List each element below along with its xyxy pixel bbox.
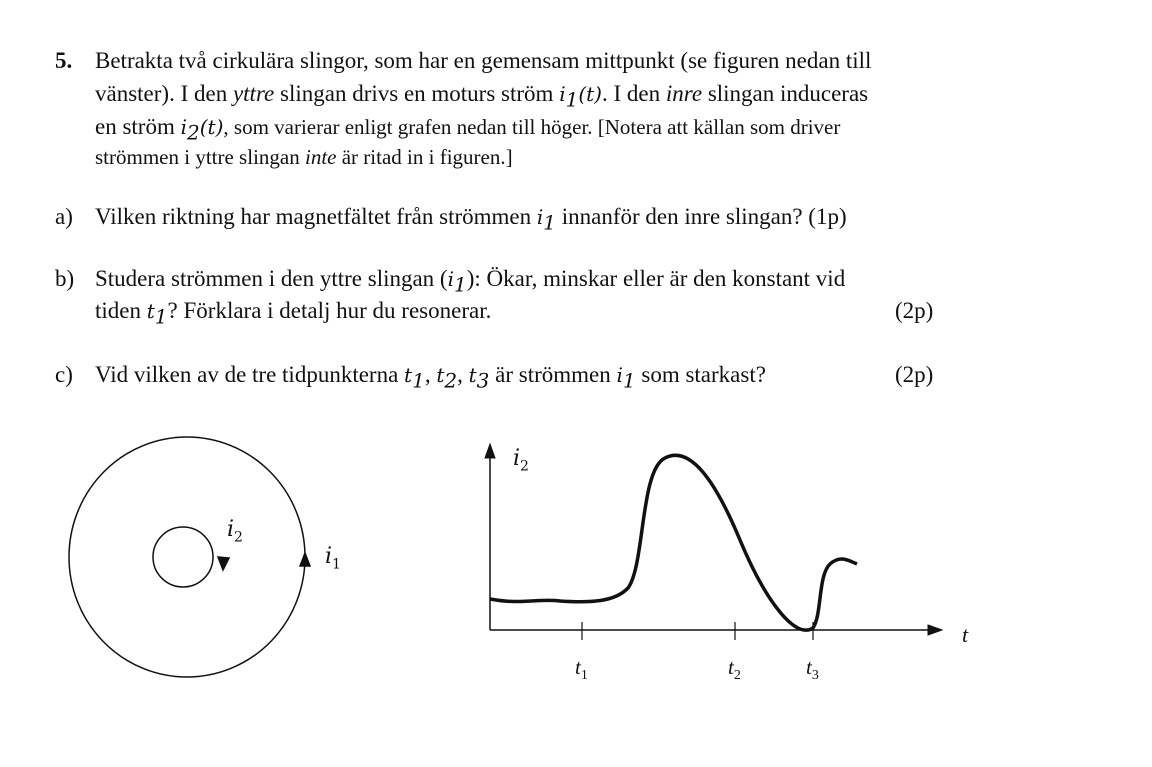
- outer-loop: [69, 437, 305, 677]
- part-c-text: Vid vilken av de tre tidpunkterna $t_1$, $t_2$, $t_3$ är strömmen $i_1$ som starkast?: [95, 362, 766, 393]
- x-axis-arrow-icon: [928, 625, 942, 635]
- intro-line-3: en ström $i_2(t)$, som varierar enligt grafen nedan till höger. [Notera att källan som driver: [95, 114, 841, 145]
- inner-arrow-icon: [218, 557, 229, 570]
- part-a-label: a): [55, 204, 73, 229]
- part-b-text-1: Studera strömmen i den yttre slingan $(i_1)$: Ökar, minskar eller är den konstant vid: [95, 266, 846, 297]
- outer-arrow-icon: [300, 553, 310, 566]
- y-axis-label: $i_2$: [513, 446, 529, 475]
- outer-current-label: $i_1$: [325, 544, 341, 573]
- intro-line-2: vänster). I den yttre slingan drivs en moturs ström $i_1(t)$. I den inre slingan induceras: [95, 81, 869, 112]
- inner-loop: [153, 527, 213, 587]
- tick-label-t1: $t_1$: [575, 655, 588, 684]
- y-axis-arrow-icon: [485, 444, 495, 458]
- part-c-label: c): [55, 362, 73, 387]
- part-b-points: (2p): [895, 298, 934, 323]
- tick-label-t2: $t_2$: [728, 655, 741, 684]
- intro-line-1: Betrakta två cirkulära slingor, som har en gemensam mittpunkt (se figuren nedan till: [95, 48, 872, 73]
- inner-current-label: $i_2$: [227, 517, 243, 546]
- part-b-text-2: tiden $t_1$? Förklara i detalj hur du resonerar.: [95, 298, 492, 329]
- part-b-label: b): [55, 266, 75, 291]
- part-c-points: (2p): [895, 362, 934, 387]
- graph: [485, 444, 942, 640]
- question-number: 5.: [55, 48, 73, 73]
- i2-curve: [490, 455, 857, 630]
- tick-label-t3: $t_3$: [806, 655, 819, 684]
- loops-figure: [69, 437, 310, 677]
- part-a-text: Vilken riktning har magnetfältet från strömmen $i_1$ innanför den inre slingan? (1p): [95, 204, 847, 235]
- x-axis-label: t: [962, 622, 969, 647]
- intro-line-4: strömmen i yttre slingan inte är ritad in i figuren.]: [95, 145, 513, 169]
